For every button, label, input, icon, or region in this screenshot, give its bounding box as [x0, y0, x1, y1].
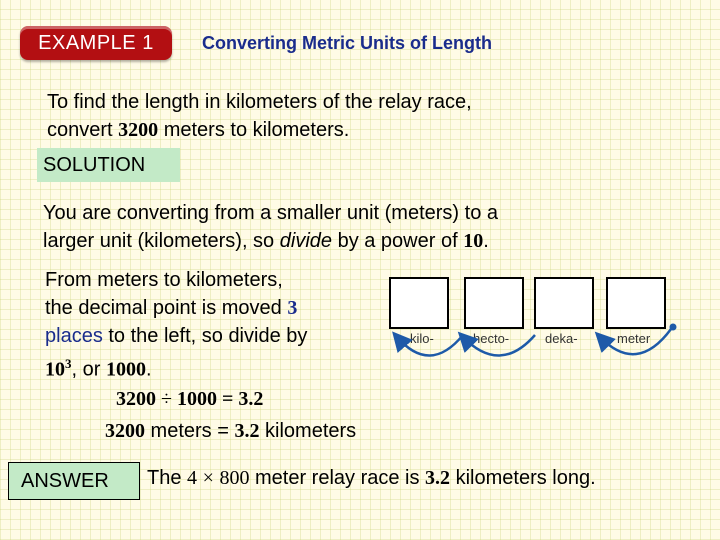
steps	[45, 266, 405, 384]
explanation-text: by a power of	[332, 230, 464, 252]
diagram-label-kilo: kilo-	[410, 331, 434, 346]
equation-result: 1000 = 3.2	[176, 388, 264, 410]
explanation	[43, 199, 713, 255]
problem-text: meters to kilometers.	[158, 119, 350, 141]
place-box	[465, 278, 523, 328]
problem-text: convert	[47, 119, 119, 141]
equation-meters: 3200	[105, 420, 145, 442]
answer-fragment: kilometers long.	[450, 467, 596, 489]
problem-meters-value: 3200	[118, 119, 159, 141]
equation-text: meters =	[145, 420, 235, 442]
equation-kilometers: 3.2	[234, 420, 260, 442]
diagram-label-meter: meter	[617, 331, 651, 346]
steps-divisor: 1000	[105, 358, 146, 381]
equation-text: kilometers	[259, 420, 357, 442]
explanation-line-2	[43, 227, 713, 255]
diagram-label-hecto: hecto-	[473, 331, 510, 346]
steps-line-3	[45, 322, 405, 350]
explanation-emphasis: divide	[279, 230, 333, 252]
answer-number: 4	[187, 467, 198, 489]
steps-line-2	[45, 294, 405, 322]
equation-conversion	[105, 420, 356, 443]
steps-places-count: 3	[287, 297, 298, 319]
explanation-text: .	[483, 230, 489, 252]
times-sign: ×	[202, 467, 214, 489]
answer-text	[147, 467, 596, 490]
equation-dividend: 3200	[116, 388, 156, 410]
answer-fragment: meter relay race is	[249, 467, 426, 489]
answer-distance: 800	[219, 467, 250, 489]
steps-line-1: From meters to kilometers,	[45, 269, 283, 291]
decimal-point-dot	[670, 324, 677, 331]
equation-division	[116, 388, 263, 411]
steps-places-word: places	[45, 325, 103, 347]
steps-text: , or	[71, 358, 106, 381]
steps-text: the decimal point is moved	[45, 297, 288, 319]
place-box	[535, 278, 593, 328]
explanation-line-1: You are converting from a smaller unit (meters) to a	[43, 202, 499, 224]
steps-text: .	[145, 358, 152, 381]
diagram-label-deka: deka-	[545, 331, 578, 346]
answer-kilometers: 3.2	[425, 467, 451, 489]
place-box	[607, 278, 665, 328]
answer-label: ANSWER	[8, 462, 140, 500]
place-value-diagram	[385, 275, 685, 375]
steps-base: 10	[45, 358, 65, 381]
divide-sign: ÷	[161, 388, 172, 410]
lesson-title: Converting Metric Units of Length	[202, 33, 492, 53]
problem-statement	[47, 88, 707, 144]
problem-line-1: To find the length in kilometers of the relay race,	[47, 91, 472, 113]
problem-line-2	[47, 116, 707, 144]
place-box	[390, 278, 448, 328]
steps-line-4	[45, 350, 405, 384]
solution-label: SOLUTION	[37, 148, 180, 182]
example-badge-label: EXAMPLE 1	[38, 32, 154, 54]
steps-text: to the left, so divide by	[102, 325, 308, 347]
explanation-text: larger unit (kilometers), so	[43, 230, 280, 252]
answer-fragment: The	[147, 467, 188, 489]
example-badge	[20, 26, 172, 60]
steps-exponent: 3	[65, 356, 72, 371]
explanation-power: 10	[463, 230, 484, 252]
